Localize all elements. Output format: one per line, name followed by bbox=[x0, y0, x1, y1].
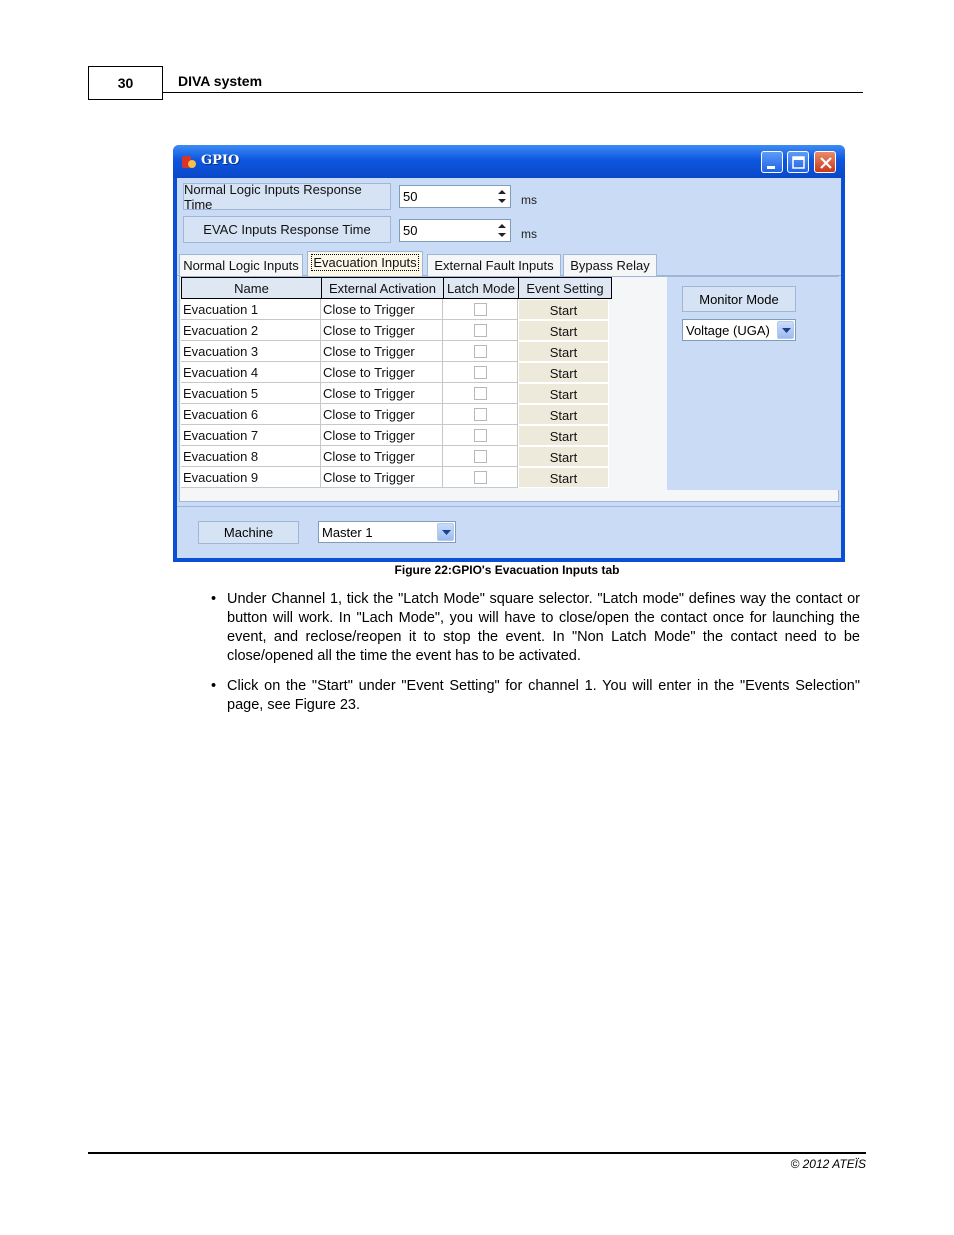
table-row bbox=[181, 341, 612, 362]
table-row bbox=[181, 467, 612, 488]
row-name[interactable]: Evacuation 1 bbox=[181, 299, 321, 320]
row-external-activation[interactable]: Close to Trigger bbox=[321, 362, 443, 383]
tab-bypass-relay[interactable]: Bypass Relay bbox=[563, 254, 657, 276]
row-latch-mode-cell bbox=[443, 299, 518, 320]
latch-mode-checkbox[interactable] bbox=[474, 387, 487, 400]
bullet-list bbox=[210, 590, 860, 726]
evac-response-spinner[interactable] bbox=[399, 219, 511, 242]
evac-unit: ms bbox=[521, 227, 537, 241]
normal-logic-response-value: 50 bbox=[403, 189, 418, 204]
bullet-item: • Click on the "Start" under "Event Setting" for channel 1. You will enter in the "Events Selection" page, see Figure 23. bbox=[211, 678, 860, 713]
grid-header bbox=[181, 277, 612, 299]
latch-mode-checkbox[interactable] bbox=[474, 345, 487, 358]
monitor-mode-select[interactable] bbox=[682, 319, 796, 341]
latch-mode-checkbox[interactable] bbox=[474, 408, 487, 421]
monitor-mode-value: Voltage (UGA) bbox=[686, 323, 770, 338]
maximize-button[interactable] bbox=[787, 151, 809, 173]
monitor-mode-button[interactable]: Monitor Mode bbox=[682, 286, 796, 312]
maximize-icon bbox=[788, 152, 810, 174]
evac-response-value: 50 bbox=[403, 223, 418, 238]
event-start-button[interactable]: Start bbox=[518, 362, 609, 383]
event-start-button[interactable]: Start bbox=[518, 467, 609, 488]
row-name[interactable]: Evacuation 3 bbox=[181, 341, 321, 362]
machine-panel bbox=[177, 506, 841, 558]
row-latch-mode-cell bbox=[443, 362, 518, 383]
row-name[interactable]: Evacuation 2 bbox=[181, 320, 321, 341]
table-row bbox=[181, 362, 612, 383]
table-row bbox=[181, 425, 612, 446]
gpio-window bbox=[173, 145, 845, 562]
event-start-button[interactable]: Start bbox=[518, 383, 609, 404]
latch-mode-checkbox[interactable] bbox=[474, 471, 487, 484]
row-latch-mode-cell bbox=[443, 467, 518, 488]
normal-logic-unit: ms bbox=[521, 193, 537, 207]
title-bar[interactable] bbox=[173, 145, 845, 178]
close-icon bbox=[815, 152, 837, 174]
row-name[interactable]: Evacuation 8 bbox=[181, 446, 321, 467]
row-external-activation[interactable]: Close to Trigger bbox=[321, 383, 443, 404]
machine-value: Master 1 bbox=[322, 525, 373, 540]
latch-mode-checkbox[interactable] bbox=[474, 450, 487, 463]
window-client bbox=[177, 178, 841, 558]
event-start-button[interactable]: Start bbox=[518, 446, 609, 467]
evacuation-inputs-panel bbox=[179, 276, 839, 502]
row-name[interactable]: Evacuation 7 bbox=[181, 425, 321, 446]
column-header-name[interactable]: Name bbox=[181, 277, 321, 299]
page-number: 30 bbox=[88, 66, 163, 100]
row-external-activation[interactable]: Close to Trigger bbox=[321, 446, 443, 467]
row-latch-mode-cell bbox=[443, 383, 518, 404]
tab-normal-logic-inputs[interactable]: Normal Logic Inputs bbox=[179, 254, 303, 276]
row-external-activation[interactable]: Close to Trigger bbox=[321, 320, 443, 341]
evac-response-label: EVAC Inputs Response Time bbox=[183, 216, 391, 243]
column-header-event-setting[interactable]: Event Setting bbox=[518, 277, 612, 299]
header-rule bbox=[162, 92, 863, 93]
row-latch-mode-cell bbox=[443, 341, 518, 362]
footer-copyright: © 2012 ATEÏS bbox=[790, 1157, 866, 1171]
bullet-item: • Under Channel 1, tick the "Latch Mode" square selector. "Latch mode" defines way the contact or button will work. In "Lach Mode", you will have to close/open the contact once for launching the event, and reclose/reopen it to stop the event. In "Non Latch Mode" the contact need to be close/opened all the time the event has to be activated. bbox=[211, 591, 860, 664]
page-title: DIVA system bbox=[178, 73, 263, 89]
footer-rule bbox=[88, 1152, 866, 1154]
table-row bbox=[181, 404, 612, 425]
machine-button[interactable]: Machine bbox=[198, 521, 299, 544]
latch-mode-checkbox[interactable] bbox=[474, 366, 487, 379]
spinner-arrows-icon[interactable] bbox=[494, 186, 510, 207]
machine-select[interactable] bbox=[318, 521, 456, 543]
table-row bbox=[181, 446, 612, 467]
latch-mode-checkbox[interactable] bbox=[474, 429, 487, 442]
row-external-activation[interactable]: Close to Trigger bbox=[321, 425, 443, 446]
table-row bbox=[181, 299, 612, 320]
event-start-button[interactable]: Start bbox=[518, 341, 609, 362]
event-start-button[interactable]: Start bbox=[518, 404, 609, 425]
event-start-button[interactable]: Start bbox=[518, 425, 609, 446]
normal-logic-response-spinner[interactable] bbox=[399, 185, 511, 208]
table-row bbox=[181, 383, 612, 404]
dropdown-button[interactable] bbox=[777, 321, 794, 339]
row-latch-mode-cell bbox=[443, 404, 518, 425]
row-name[interactable]: Evacuation 6 bbox=[181, 404, 321, 425]
window-title: GPIO bbox=[201, 153, 240, 168]
row-latch-mode-cell bbox=[443, 446, 518, 467]
close-button[interactable] bbox=[814, 151, 836, 173]
row-external-activation[interactable]: Close to Trigger bbox=[321, 467, 443, 488]
row-name[interactable]: Evacuation 5 bbox=[181, 383, 321, 404]
row-external-activation[interactable]: Close to Trigger bbox=[321, 404, 443, 425]
row-external-activation[interactable]: Close to Trigger bbox=[321, 299, 443, 320]
event-start-button[interactable]: Start bbox=[518, 299, 609, 320]
minimize-button[interactable] bbox=[761, 151, 783, 173]
event-start-button[interactable]: Start bbox=[518, 320, 609, 341]
tab-external-fault-inputs[interactable]: External Fault Inputs bbox=[427, 254, 561, 276]
monitor-mode-panel bbox=[667, 277, 839, 490]
latch-mode-checkbox[interactable] bbox=[474, 324, 487, 337]
chevron-down-icon bbox=[442, 530, 451, 536]
latch-mode-checkbox[interactable] bbox=[474, 303, 487, 316]
tab-bar bbox=[177, 251, 841, 276]
normal-logic-response-label: Normal Logic Inputs Response Time bbox=[183, 183, 391, 210]
row-latch-mode-cell bbox=[443, 320, 518, 341]
app-icon bbox=[181, 154, 197, 170]
column-header-latch-mode[interactable]: Latch Mode bbox=[443, 277, 518, 299]
minimize-icon bbox=[762, 152, 784, 174]
figure-caption: Figure 22:GPIO's Evacuation Inputs tab bbox=[394, 563, 620, 577]
row-name[interactable]: Evacuation 4 bbox=[181, 362, 321, 383]
chevron-down-icon bbox=[782, 328, 791, 334]
spinner-arrows-icon[interactable] bbox=[494, 220, 510, 241]
table-row bbox=[181, 320, 612, 341]
row-name[interactable]: Evacuation 9 bbox=[181, 467, 321, 488]
dropdown-button[interactable] bbox=[437, 523, 454, 541]
tab-evacuation-inputs[interactable]: Evacuation Inputs bbox=[307, 251, 423, 276]
row-external-activation[interactable]: Close to Trigger bbox=[321, 341, 443, 362]
column-header-external-activation[interactable]: External Activation bbox=[321, 277, 443, 299]
row-latch-mode-cell bbox=[443, 425, 518, 446]
